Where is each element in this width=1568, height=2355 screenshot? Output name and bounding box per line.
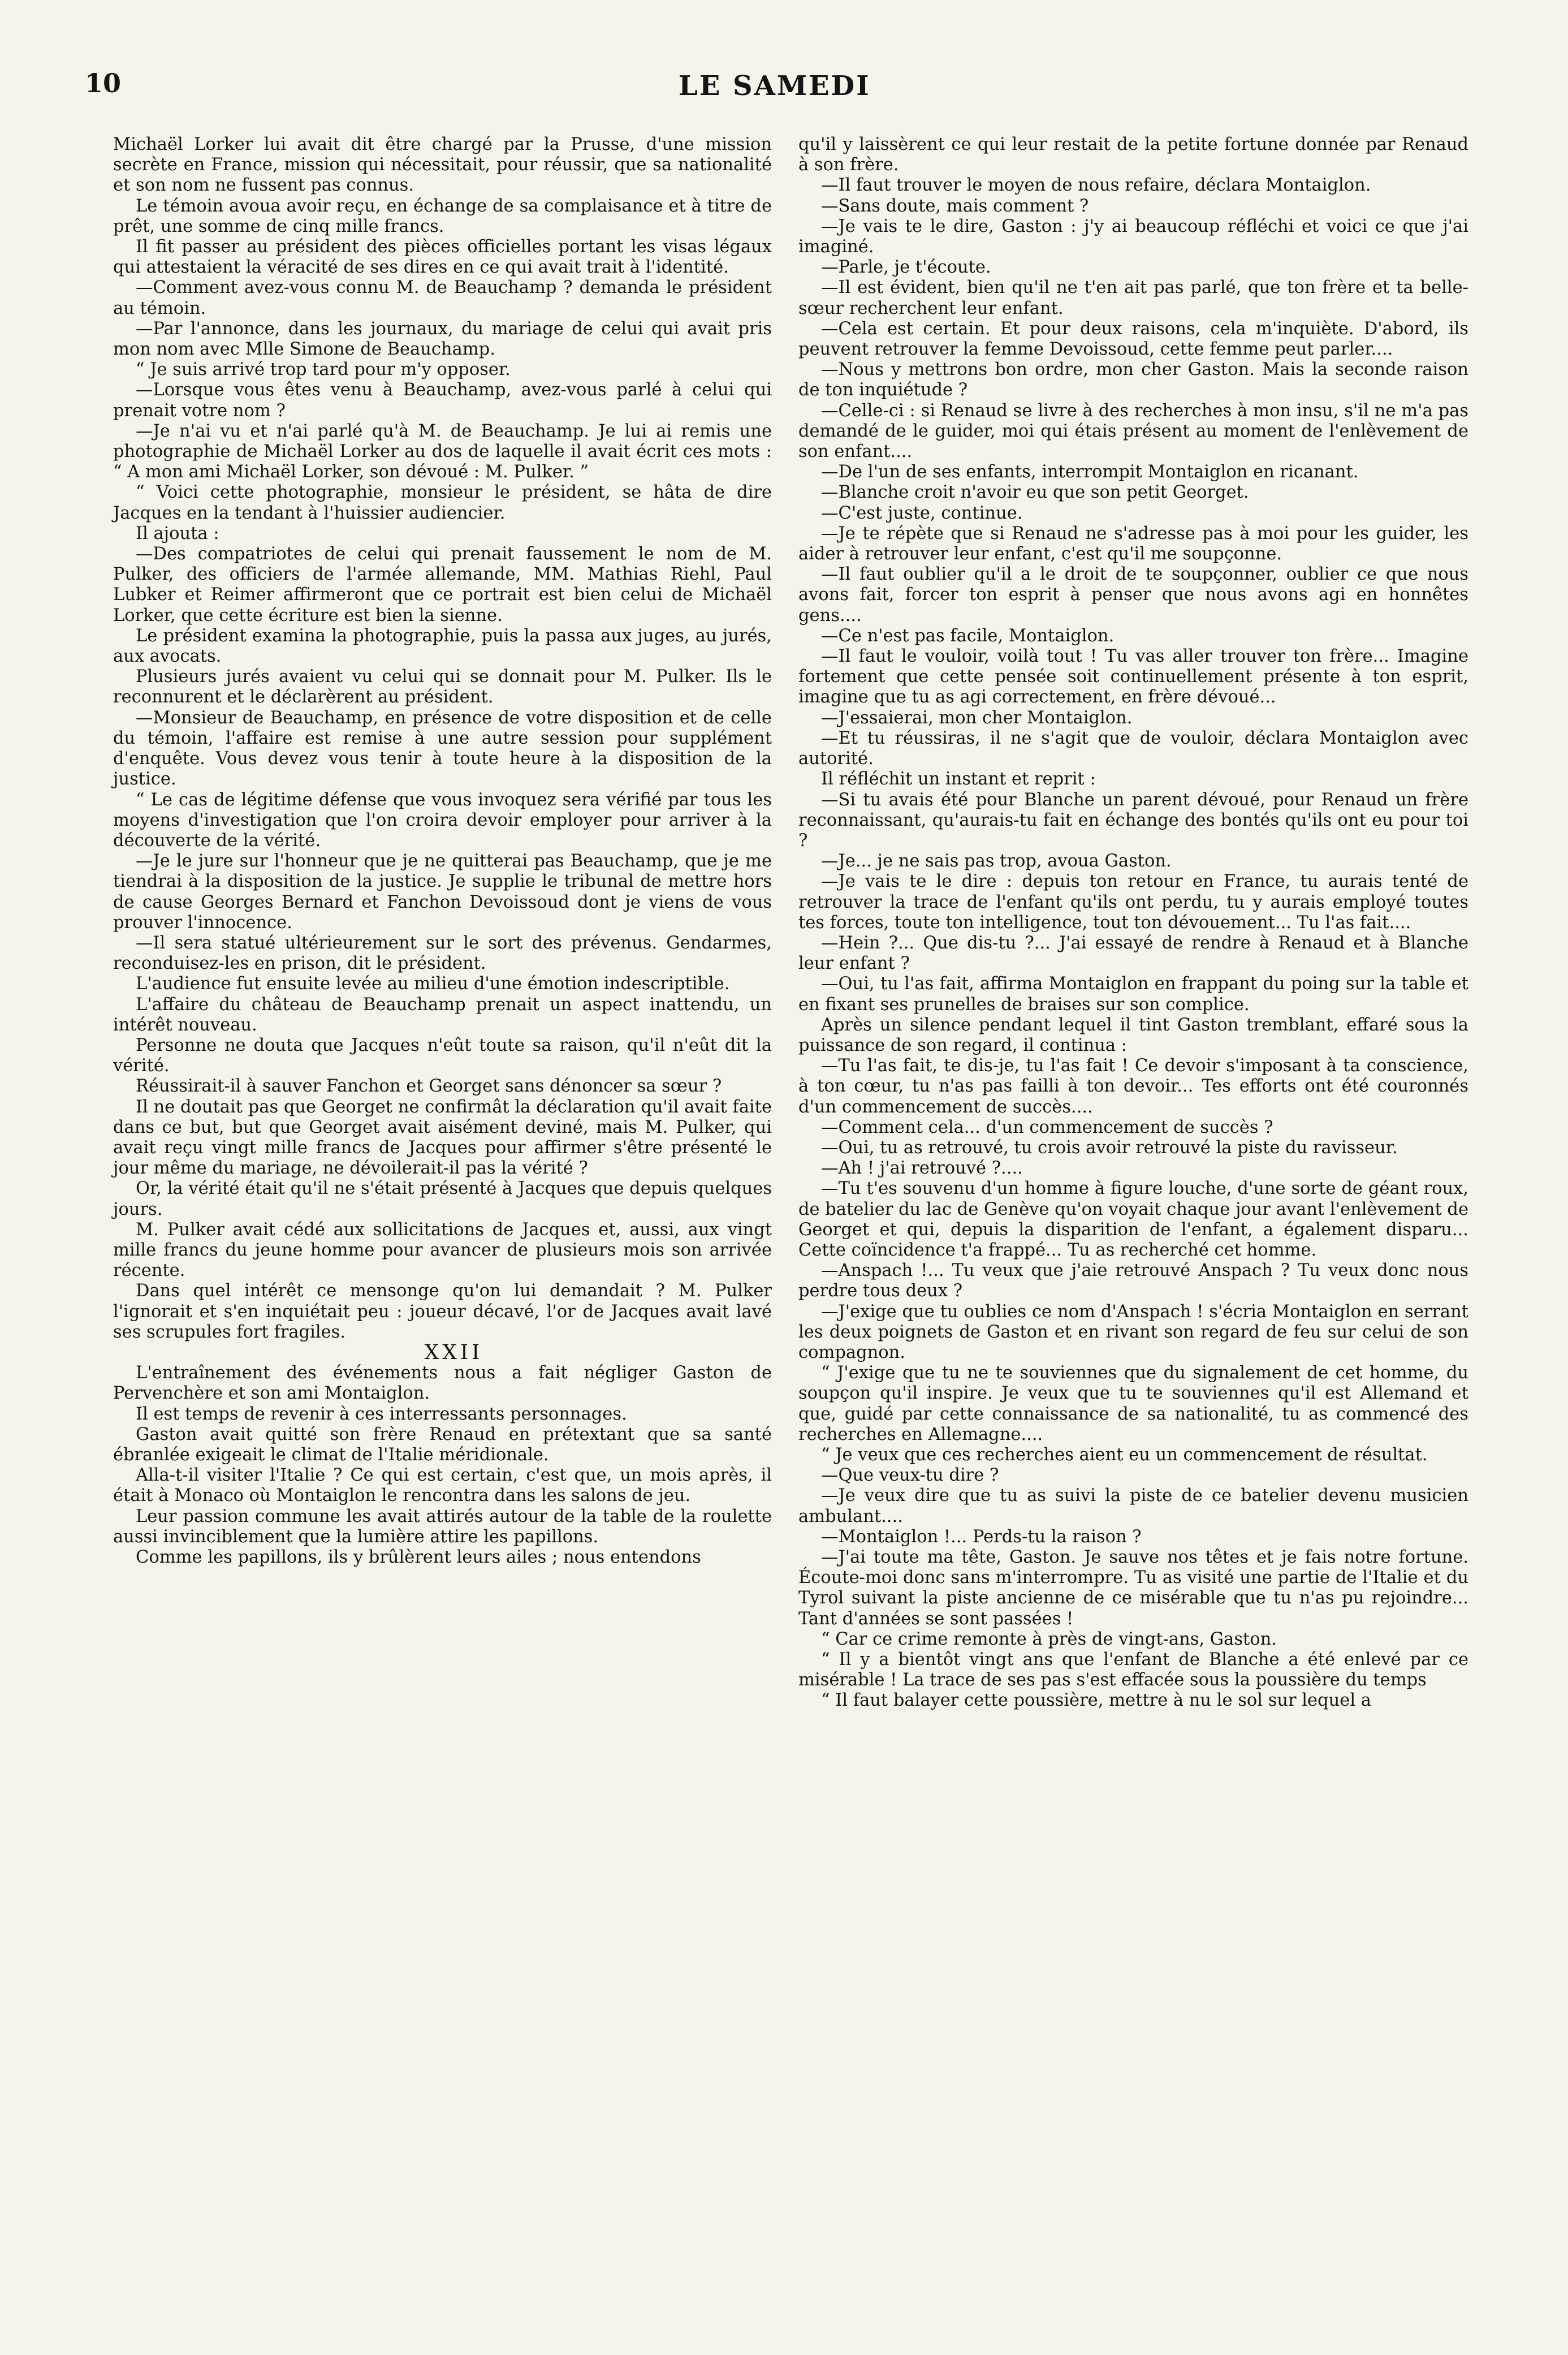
paragraph: “ J'exige que tu ne te souviennes que du signalement de cet homme, du soupçon qu'il inspire. Je veux que tu te souviennes qu'il est Allemand et que, guidé par cette connaissance de sa nationalité, tu as commencé des recherches en Allemagne.... xyxy=(798,1363,1468,1444)
paragraph: —Comment cela... d'un commencement de succès ? xyxy=(821,1117,1273,1137)
paragraph: —Je n'ai vu et n'ai parlé qu'à M. de Beauchamp. Je lui ai remis une photographie de Michaël Lorker au dos de laquelle il avait écrit ces mots : “ A mon ami Michaël Lorker, son dévoué : M. Pulker. ” xyxy=(113,421,772,482)
paragraph: —Il faut oublier qu'il a le droit de te soupçonner, oublier ce que nous avons fait, forcer ton esprit à penser que nous avons agi en honnêtes gens.... xyxy=(798,564,1468,626)
paragraph: Dans quel intérêt ce mensonge qu'on lui demandait ? M. Pulker l'ignorait et s'en inquiétait peu : joueur décavé, l'or de Jacques avait lavé ses scrupules fort fragiles. xyxy=(113,1281,772,1342)
paragraph: —J'ai toute ma tête, Gaston. Je sauve nos têtes et je fais notre fortune. Écoute-moi donc sans m'interrompre. Tu as visité une partie de l'Italie et du Tyrol suivant la piste ancienne de ce misérable que tu n'as pu rejoindre... Tant d'années se sont passées ! xyxy=(798,1547,1468,1629)
paragraph: —J'exige que tu oublies ce nom d'Anspach ! s'écria Montaiglon en serrant les deux poignets de Gaston et en rivant son regard de feu sur celui de son compagnon. xyxy=(798,1301,1468,1362)
paragraph: —Je te répète que si Renaud ne s'adresse pas à moi pour les guider, les aider à retrouver leur enfant, c'est qu'il me soupçonne. xyxy=(798,523,1468,564)
paragraph: —De l'un de ses enfants, interrompit Montaiglon en ricanant. xyxy=(821,462,1359,482)
paragraph: Or, la vérité était qu'il ne s'était présenté à Jacques que depuis quelques jours. xyxy=(113,1179,772,1219)
paragraph: —Des compatriotes de celui qui prenait faussement le nom de M. Pulker, des officiers de l'armée allemande, MM. Mathias Riehl, Paul Lubker et Reimer affirmeront que ce portrait est bien celui de Michaël Lorker, que cette écriture est bien la sienne. xyxy=(113,544,772,626)
paragraph: L'entraînement des événements nous a fait négliger Gaston de Pervenchère et son ami Montaiglon. xyxy=(113,1363,772,1404)
paragraph: —Il faut trouver le moyen de nous refaire, déclara Montaiglon. xyxy=(821,175,1371,196)
paragraph: Leur passion commune les avait attirés autour de la table de la roulette aussi invinciblement que la lumière attire les papillons. xyxy=(113,1506,772,1547)
left-column xyxy=(113,135,772,2323)
paragraph: Gaston avait quitté son frère Renaud en prétextant que sa santé ébranlée exigeait le climat de l'Italie méridionale. xyxy=(113,1424,772,1465)
right-column xyxy=(798,135,1468,2329)
paragraph: —Oui, tu l'as fait, affirma Montaiglon en frappant du poing sur la table et en fixant ses prunelles de braises sur son complice. xyxy=(798,974,1468,1015)
paragraph: —Hein ?... Que dis-tu ?... J'ai essayé de rendre à Renaud et à Blanche leur enfant ? xyxy=(798,933,1468,974)
paragraph: Après un silence pendant lequel il tint Gaston tremblant, effaré sous la puissance de son regard, il continua : xyxy=(798,1015,1468,1055)
paragraph: Il réfléchit un instant et reprit : xyxy=(821,769,1096,790)
paragraph: —Je... je ne sais pas trop, avoua Gaston. xyxy=(821,851,1172,872)
paragraph: Le président examina la photographie, puis la passa aux juges, au jurés, aux avocats. xyxy=(113,626,772,667)
paragraph: —Oui, tu as retrouvé, tu crois avoir retrouvé la piste du ravisseur. xyxy=(821,1137,1398,1158)
paragraph: —Sans doute, mais comment ? xyxy=(821,196,1089,216)
paragraph: “ Il y a bientôt vingt ans que l'enfant de Blanche a été enlevé par ce misérable ! La trace de ses pas s'est effacée sous la poussière du temps xyxy=(798,1650,1468,1690)
paragraph: —Je vais te le dire, Gaston : j'y ai beaucoup réfléchi et voici ce que j'ai imaginé. xyxy=(798,216,1468,257)
paragraph: L'audience fut ensuite levée au milieu d'une émotion indescriptible. xyxy=(136,974,730,994)
paragraph: —Anspach !... Tu veux que j'aie retrouvé Anspach ? Tu veux donc nous perdre tous deux ? xyxy=(798,1261,1468,1301)
page-number: 10 xyxy=(85,68,122,98)
paragraph: —Tu t'es souvenu d'un homme à figure louche, d'une sorte de géant roux, de batelier du lac de Genève qu'on voyait chaque jour avant l'enlèvement de Georget et qui, depuis la disparition de l'enfant, a également disparu... Cette coïncidence t'a frappé... Tu as recherché cet homme. xyxy=(798,1179,1468,1260)
paragraph: —Lorsque vous êtes venu à Beauchamp, avez-vous parlé à celui qui prenait votre nom ? xyxy=(113,380,772,421)
paragraph: —Que veux-tu dire ? xyxy=(821,1465,999,1486)
paragraph: —Par l'annonce, dans les journaux, du mariage de celui qui avait pris mon nom avec Mlle Simone de Beauchamp. xyxy=(113,318,772,360)
paragraph: “ Car ce crime remonte à près de vingt-ans, Gaston. xyxy=(821,1629,1277,1649)
paragraph: Personne ne douta que Jacques n'eût toute sa raison, qu'il n'eût dit la vérité. xyxy=(113,1035,772,1076)
paragraph: “ Je suis arrivé trop tard pour m'y opposer. xyxy=(136,360,511,380)
paragraph: —Ce n'est pas facile, Montaiglon. xyxy=(821,626,1115,646)
paragraph: —Comment avez-vous connu M. de Beauchamp ? demanda le président au témoin. xyxy=(113,278,772,318)
left-paragraphs-after-chapter xyxy=(113,1363,772,1568)
paragraph: “ Voici cette photographie, monsieur le président, se hâta de dire Jacques en la tendant à l'huissier audiencier. xyxy=(113,482,772,523)
page-header xyxy=(0,0,1568,130)
paragraph: —Blanche croit n'avoir eu que son petit Georget. xyxy=(821,482,1249,503)
paragraph: Il ne doutait pas que Georget ne confirmât la déclaration qu'il avait faite dans ce but, but que Georget avait aisément deviné, mais M. Pulker, qui avait reçu vingt mille francs de Jacques pour affirmer s'être présenté le jour même du mariage, ne dévoilerait-il pas la vérité ? xyxy=(113,1097,772,1179)
paragraph: —Celle-ci : si Renaud se livre à des recherches à mon insu, s'il ne m'a pas demandé de le guider, moi qui étais présent au moment de l'enlèvement de son enfant.... xyxy=(798,400,1468,462)
paragraph: Il est temps de revenir à ces interressants personnages. xyxy=(136,1404,627,1424)
paragraph: —Il est évident, bien qu'il ne t'en ait pas parlé, que ton frère et ta belle-sœur recherchent leur enfant. xyxy=(798,278,1468,318)
paragraph: —C'est juste, continue. xyxy=(821,503,1023,523)
paragraph: —Monsieur de Beauchamp, en présence de votre disposition et de celle du témoin, l'affaire est remise à une autre session pour supplément d'enquête. Vous devez vous tenir à toute heure à la disposition de la justice. xyxy=(113,708,772,790)
paragraph: —Il sera statué ultérieurement sur le sort des prévenus. Gendarmes, reconduisez-les en prison, dit le président. xyxy=(113,933,772,974)
paragraph: Plusieurs jurés avaient vu celui qui se donnait pour M. Pulker. Ils le reconnurent et le déclarèrent au président. xyxy=(113,667,772,708)
paragraph: —Cela est certain. Et pour deux raisons, cela m'inquiète. D'abord, ils peuvent retrouver la femme Devoissoud, cette femme peut parler.... xyxy=(798,318,1468,360)
paragraph: —Tu l'as fait, te dis-je, tu l'as fait ! Ce devoir s'imposant à ta conscience, à ton cœur, tu n'as pas failli à ton devoir... Tes efforts ont été couronnés d'un commencement de succès.... xyxy=(798,1056,1468,1117)
left-lead-paragraph: Michaël Lorker lui avait dit être chargé par la Prusse, d'une mission secrète en France, mission qui nécessitait, pour réussir, que sa nationalité et son nom ne fussent pas connus. xyxy=(113,135,772,196)
left-paragraphs-before-chapter xyxy=(113,196,772,1343)
chapter-heading: XXII xyxy=(424,1340,483,1364)
paragraph: —Si tu avais été pour Blanche un parent dévoué, pour Renaud un frère reconnaissant, qu'aurais-tu fait en échange des bontés qu'ils ont eu pour toi ? xyxy=(798,790,1468,851)
paragraph: L'affaire du château de Beauchamp prenait un aspect inattendu, un intérêt nouveau. xyxy=(113,994,772,1035)
right-paragraphs xyxy=(798,175,1468,1711)
paragraph: Il fit passer au président des pièces officielles portant les visas légaux qui attestaient la véracité de ses dires en ce qui avait trait à l'identité. xyxy=(113,237,772,278)
journal-title: LE SAMEDI xyxy=(679,70,871,102)
paragraph: Il ajouta : xyxy=(136,523,219,544)
paragraph: —Je veux dire que tu as suivi la piste de ce batelier devenu musicien ambulant.... xyxy=(798,1486,1468,1526)
paragraph: —Je vais te le dire : depuis ton retour en France, tu aurais tenté de retrouver la trace de l'enfant qu'ils ont perdu, tu y aurais employé toutes tes forces, toute ton intelligence, tout ton dévouement... Tu l'as fait.... xyxy=(798,872,1468,933)
paragraph: —Nous y mettrons bon ordre, mon cher Gaston. Mais la seconde raison de ton inquiétude ? xyxy=(798,360,1468,400)
paragraph: M. Pulker avait cédé aux sollicitations de Jacques et, aussi, aux vingt mille francs du jeune homme pour avancer de plusieurs mois son arrivée récente. xyxy=(113,1219,772,1281)
paragraph: —Montaiglon !... Perds-tu la raison ? xyxy=(821,1526,1142,1547)
paragraph: —J'essaierai, mon cher Montaiglon. xyxy=(821,708,1133,728)
paragraph: “ Je veux que ces recherches aient eu un commencement de résultat. xyxy=(821,1445,1428,1465)
paragraph: —Parle, je t'écoute. xyxy=(821,257,991,278)
paragraph: Comme les papillons, ils y brûlèrent leurs ailes ; nous entendons xyxy=(136,1547,701,1568)
paragraph: —Et tu réussiras, il ne s'agit que de vouloir, déclara Montaiglon avec autorité. xyxy=(798,728,1468,769)
paragraph: Réussirait-il à sauver Fanchon et Georget sans dénoncer sa sœur ? xyxy=(136,1076,722,1097)
paragraph: —Je le jure sur l'honneur que je ne quitterai pas Beauchamp, que je me tiendrai à la disposition de la justice. Je supplie le tribunal de mettre hors de cause Georges Bernard et Fanchon Devoissoud dont je viens de vous prouver l'innocence. xyxy=(113,851,772,933)
right-lead-paragraph: qu'il y laissèrent ce qui leur restait de la petite fortune donnée par Renaud à son frère. xyxy=(798,135,1468,175)
paragraph: “ Il faut balayer cette poussière, mettre à nu le sol sur lequel a xyxy=(821,1690,1371,1711)
paragraph: —Ah ! j'ai retrouvé ?.... xyxy=(821,1158,1023,1179)
paragraph: “ Le cas de légitime défense que vous invoquez sera vérifié par tous les moyens d'investigation que l'on croira devoir employer pour arriver à la découverte de la vérité. xyxy=(113,790,772,851)
paragraph: Le témoin avoua avoir reçu, en échange de sa complaisance et à titre de prêt, une somme de cinq mille francs. xyxy=(113,196,772,236)
paragraph: —Il faut le vouloir, voilà tout ! Tu vas aller trouver ton frère... Imagine fortement que cette pensée soit continuellement présente à ton esprit, imagine que tu as agi correctement, en frère dévoué... xyxy=(798,646,1468,708)
paragraph: Alla-t-il visiter l'Italie ? Ce qui est certain, c'est que, un mois après, il était à Monaco où Montaiglon le rencontra dans les salons de jeu. xyxy=(113,1465,772,1506)
